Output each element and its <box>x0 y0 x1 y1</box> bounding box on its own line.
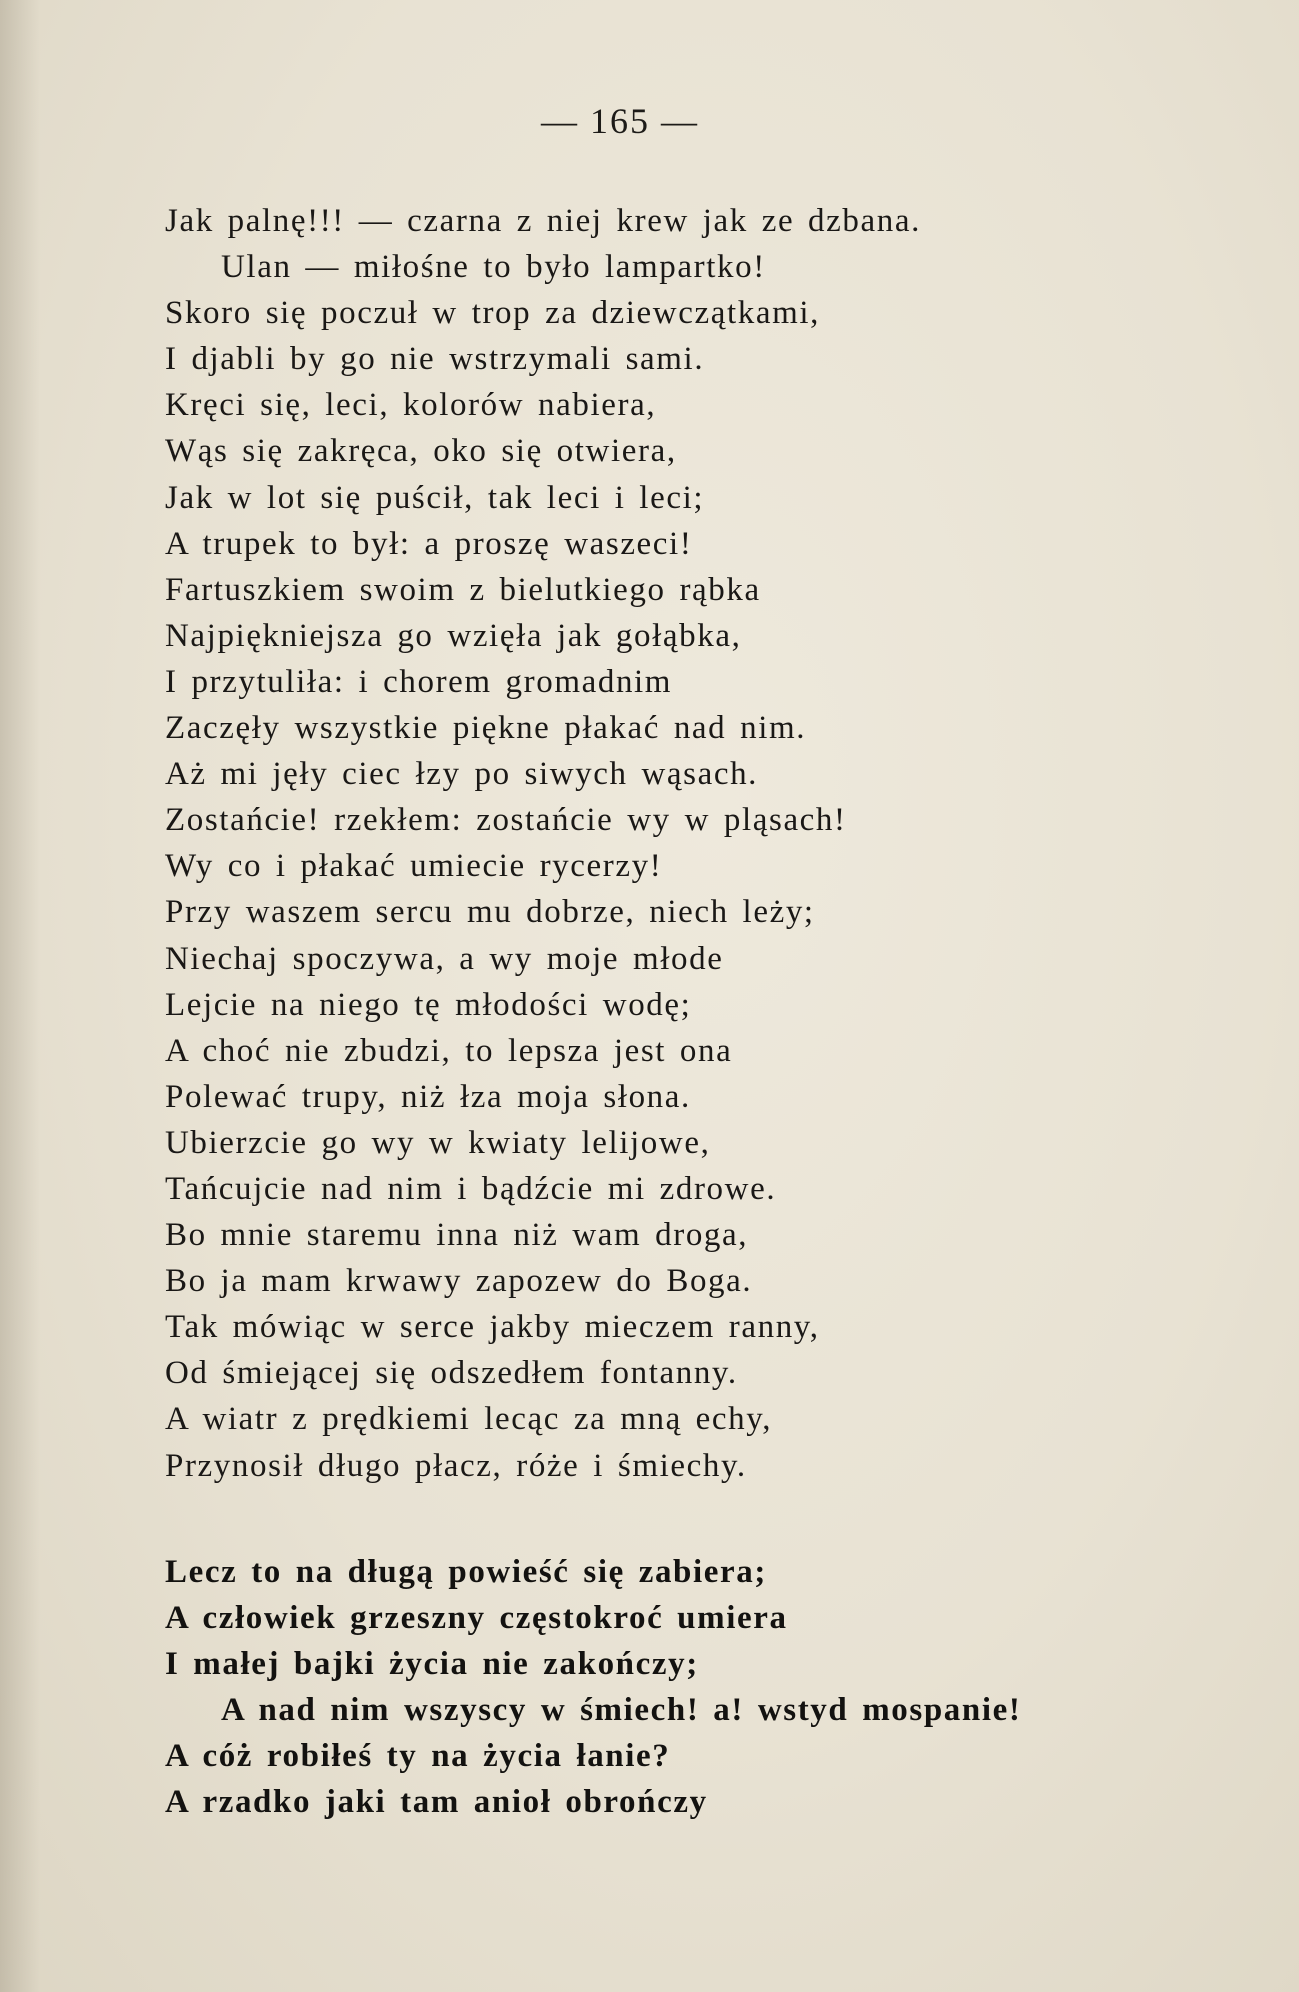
page-edge-shadow <box>0 0 40 1992</box>
stanza-1 <box>165 198 1265 1489</box>
verse-line: Jak palnę!!! — czarna z niej krew jak ze dzbana. <box>165 203 921 239</box>
verse-line: Zaczęły wszystkie piękne płakać nad nim. <box>165 710 807 747</box>
verse-line: Tańcujcie nad nim i bądźcie mi zdrowe. <box>165 1170 777 1207</box>
verse-line: Jak w lot się puścił, tak leci i leci; <box>165 479 705 516</box>
stanza-divider <box>165 1489 1265 1549</box>
verse-line: Tak mówiąc w serce jakby mieczem ranny, <box>165 1309 820 1346</box>
verse-line: A choć nie zbudzi, to lepsza jest ona <box>165 1032 733 1069</box>
verse-line: I małej bajki życia nie zakończy; <box>165 1645 699 1682</box>
verse-line: Bo mnie staremu inna niż wam droga, <box>165 1217 749 1254</box>
verse-line: Skoro się poczuł w trop za dziewczątkami, <box>165 295 820 332</box>
page-number: — 165 — <box>541 101 699 141</box>
verse-line: I djabli by go nie wstrzymali sami. <box>165 341 705 378</box>
verse-line: Kręci się, leci, kolorów nabiera, <box>165 387 657 424</box>
verse-line: Wąs się zakręca, oko się otwiera, <box>165 433 677 470</box>
verse-line: Niechaj spoczywa, a wy moje młode <box>165 940 724 977</box>
verse-line: Bo ja mam krwawy zapozew do Boga. <box>165 1263 753 1300</box>
verse-line: Polewać trupy, niż łza moja słona. <box>165 1078 691 1115</box>
verse-line: Aż mi jęły ciec łzy po siwych wąsach. <box>165 756 759 793</box>
stanza-2 <box>165 1549 1265 1826</box>
verse-line: A wiatr z prędkiemi lecąc za mną echy, <box>165 1401 773 1438</box>
verse-line: Najpiękniejsza go wzięła jak gołąbka, <box>165 617 742 654</box>
verse-line: I przytuliła: i chorem gromadnim <box>165 663 673 700</box>
verse-line: Fartuszkiem swoim z bielutkiego rąbka <box>165 571 761 608</box>
poem-text <box>165 198 1265 1825</box>
verse-line: Przy waszem sercu mu dobrze, niech leży; <box>165 894 815 931</box>
verse-line: A nad nim wszyscy w śmiech! a! wstyd mospanie! <box>221 1691 1022 1728</box>
verse-line: Ubierzcie go wy w kwiaty lelijowe, <box>165 1124 711 1161</box>
verse-line: Przynosił długo płacz, róże i śmiechy. <box>165 1447 747 1484</box>
verse-line: Ulan — miłośne to było lampartko! <box>221 249 766 286</box>
verse-line: Lejcie na niego tę młodości wodę; <box>165 986 692 1023</box>
verse-line: A cóż robiłeś ty na życia łanie? <box>165 1738 671 1774</box>
verse-line: Lecz to na długą powieść się zabiera; <box>165 1553 767 1590</box>
verse-line: A człowiek grzeszny częstokroć umiera <box>165 1599 788 1636</box>
verse-line: A trupek to był: a proszę waszeci! <box>165 525 693 562</box>
verse-line: Od śmiejącej się odszedłem fontanny. <box>165 1355 738 1392</box>
verse-line: Wy co i płakać umiecie rycerzy! <box>165 848 663 885</box>
verse-line: Zostańcie! rzekłem: zostańcie wy w pląsach! <box>165 802 847 839</box>
verse-line: A rzadko jaki tam anioł obrończy <box>165 1784 708 1821</box>
